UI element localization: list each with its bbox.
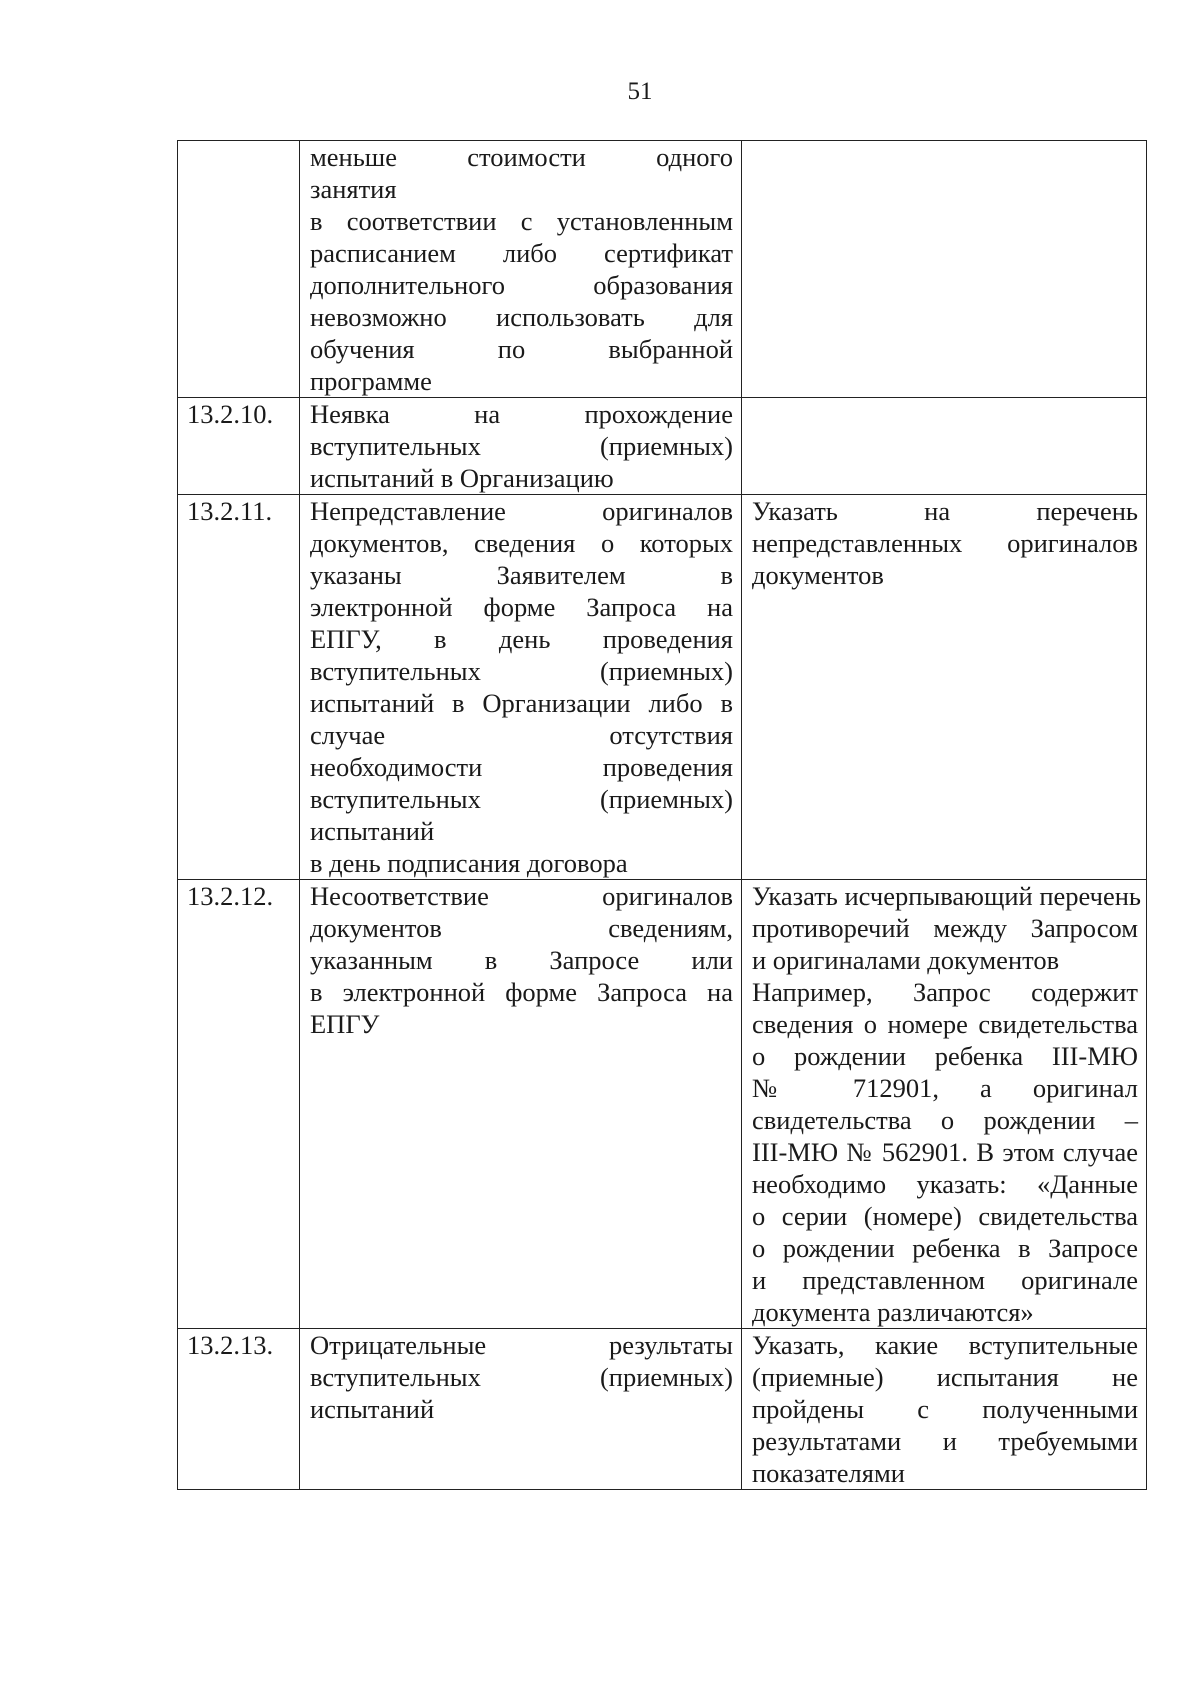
reason-text-line: обучения по выбранной — [310, 334, 733, 364]
reason-text-line: дополнительного образования — [310, 270, 733, 300]
reason-text-line: невозможно использовать для — [310, 302, 733, 332]
reason-text-line: вступительных (приемных) — [310, 784, 733, 814]
explanation-text-line: и представленном оригинале — [752, 1265, 1138, 1295]
reason-text-line: испытаний — [310, 816, 435, 846]
explanation-text-line: непредставленных оригиналов — [752, 528, 1138, 558]
reason-text-line: расписанием либо сертификат — [310, 238, 733, 268]
explanation-cell — [742, 141, 1147, 398]
reason-text-line: документов, сведения о которых — [310, 528, 733, 558]
reason-text-line: в соответствии с установленным — [310, 206, 733, 236]
explanation-text-line: Указать на перечень — [752, 496, 1138, 526]
table-row — [178, 495, 1147, 880]
explanation-text-line: сведения о номере свидетельства — [752, 1009, 1138, 1039]
reason-text-line: меньше стоимости одного — [310, 142, 733, 172]
refusal-reason-cell — [300, 398, 742, 495]
table-row — [178, 398, 1147, 495]
explanation-text-line: о рождении ребенка III-МЮ — [752, 1041, 1138, 1071]
refusal-reason-cell — [300, 1329, 742, 1490]
item-number-cell — [178, 141, 300, 398]
explanation-text-line: о серии (номере) свидетельства — [752, 1201, 1138, 1231]
reason-text-line: испытаний — [310, 1394, 435, 1424]
reason-text-line: Непредставление оригиналов — [310, 496, 733, 526]
explanation-text-line: (приемные) испытания не — [752, 1362, 1138, 1392]
item-number-cell: 13.2.11. — [178, 495, 300, 880]
reason-text-line: испытаний в Организации либо в — [310, 688, 733, 718]
reason-text-line: программе — [310, 366, 432, 396]
reason-text-line: электронной форме Запроса на — [310, 592, 733, 622]
explanation-text-line: противоречий между Запросом — [752, 913, 1138, 943]
explanation-text-line: Например, Запрос содержит — [752, 977, 1138, 1007]
item-number-cell: 13.2.13. — [178, 1329, 300, 1490]
explanation-text-line: документов — [752, 560, 884, 590]
explanation-text-line: о рождении ребенка в Запросе — [752, 1233, 1138, 1263]
explanation-text-line: показателями — [752, 1458, 905, 1488]
explanation-cell — [742, 1329, 1147, 1490]
explanation-cell — [742, 880, 1147, 1329]
refusal-grounds-table — [177, 140, 1147, 1490]
reason-text-line: вступительных (приемных) — [310, 431, 733, 461]
reason-text-line: занятия — [310, 174, 397, 204]
refusal-reason-cell — [300, 141, 742, 398]
reason-text-line: необходимости проведения — [310, 752, 733, 782]
reason-text-line: в электронной форме Запроса на — [310, 977, 733, 1007]
explanation-text-line: документа различаются» — [752, 1297, 1034, 1327]
explanation-text-line: результатами и требуемыми — [752, 1426, 1138, 1456]
reason-text-line: вступительных (приемных) — [310, 1362, 733, 1392]
explanation-text-line: Указать, какие вступительные — [752, 1330, 1138, 1360]
explanation-text-line: № 712901, а оригинал — [752, 1073, 1138, 1103]
table-row — [178, 880, 1147, 1329]
explanation-text-line: пройдены с полученными — [752, 1394, 1138, 1424]
reason-text-line: указанным в Запросе или — [310, 945, 733, 975]
item-number-cell: 13.2.12. — [178, 880, 300, 1329]
reason-text-line: ЕПГУ, в день проведения — [310, 624, 733, 654]
explanation-text-line: свидетельства о рождении – — [752, 1105, 1138, 1135]
reason-text-line: документов сведениям, — [310, 913, 733, 943]
table-body — [178, 141, 1147, 1490]
item-number-cell: 13.2.10. — [178, 398, 300, 495]
reason-text-line: указаны Заявителем в — [310, 560, 733, 590]
reason-text-line: Неявка на прохождение — [310, 399, 733, 429]
reason-text-line: случае отсутствия — [310, 720, 733, 750]
table-row — [178, 1329, 1147, 1490]
reason-text-line: ЕПГУ — [310, 1009, 380, 1039]
table-row — [178, 141, 1147, 398]
reason-text-line: Несоответствие оригиналов — [310, 881, 733, 911]
explanation-text-line: III-МЮ № 562901. В этом случае — [752, 1137, 1138, 1167]
reason-text-line: Отрицательные результаты — [310, 1330, 733, 1360]
refusal-reason-cell — [300, 495, 742, 880]
explanation-text-line: необходимо указать: «Данные — [752, 1169, 1138, 1199]
explanation-text-line: и оригиналами документов — [752, 945, 1060, 975]
explanation-cell — [742, 495, 1147, 880]
reason-text-line: испытаний в Организацию — [310, 463, 614, 493]
explanation-text-line: Указать исчерпывающий перечень — [752, 881, 1142, 911]
explanation-cell — [742, 398, 1147, 495]
reason-text-line: в день подписания договора — [310, 848, 628, 878]
page-number: 51 — [627, 78, 653, 105]
refusal-reason-cell — [300, 880, 742, 1329]
reason-text-line: вступительных (приемных) — [310, 656, 733, 686]
